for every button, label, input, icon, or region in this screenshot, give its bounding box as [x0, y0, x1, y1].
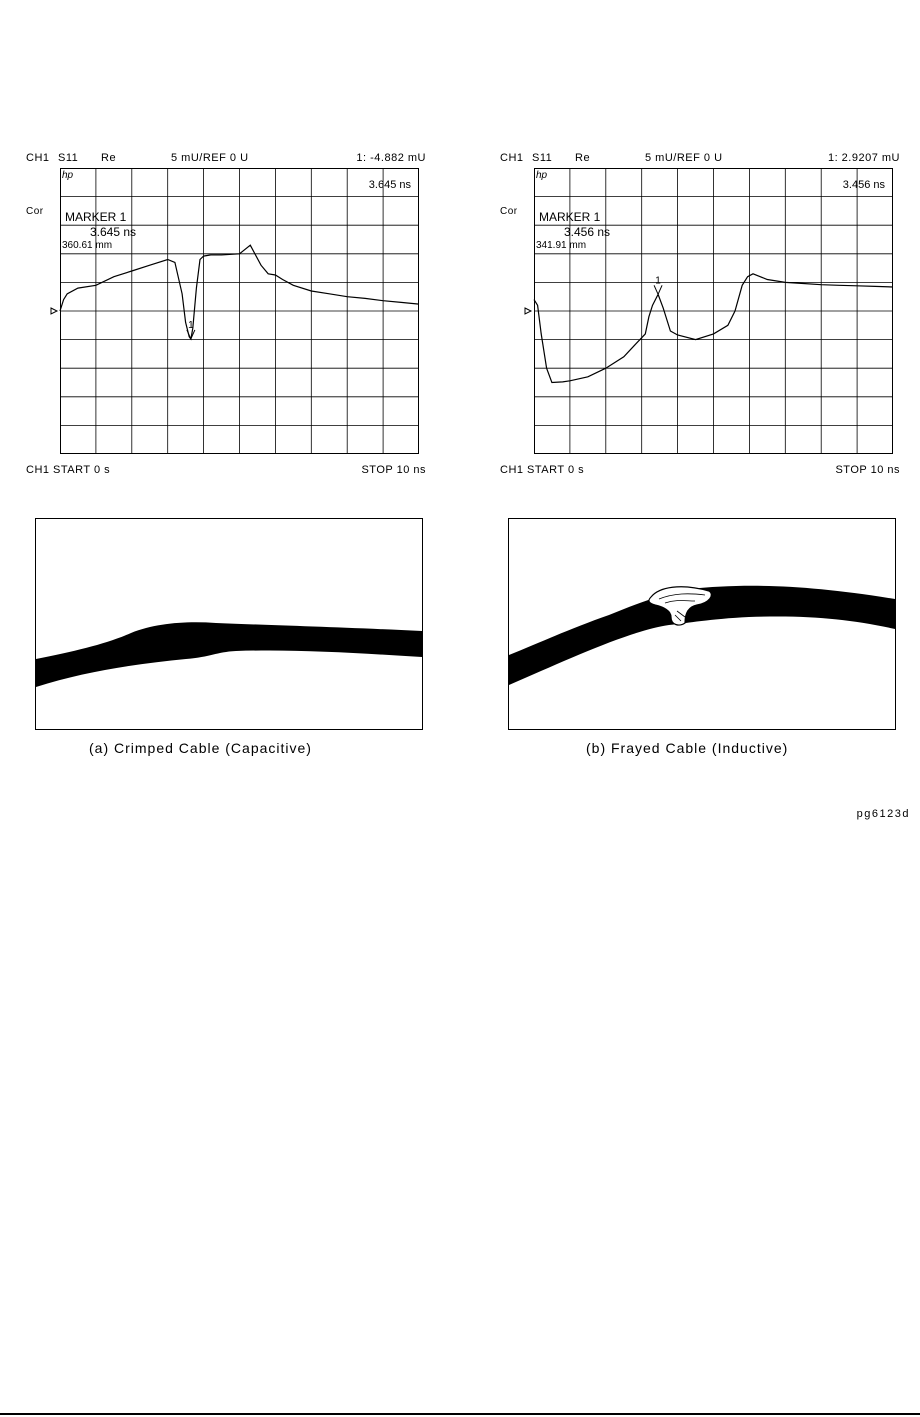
- marker-title: MARKER 1: [65, 210, 127, 224]
- trace-plot-b: [534, 168, 893, 454]
- format-label: Re: [101, 152, 117, 164]
- marker-number: 1: [655, 275, 661, 287]
- marker-symbol: [654, 285, 662, 294]
- start-label: CH1 START 0 s: [500, 464, 585, 476]
- caption-a: (a) Crimped Cable (Capacitive): [89, 740, 312, 756]
- marker-value: 3.645 ns: [90, 225, 137, 239]
- reference-arrow: [51, 308, 57, 314]
- marker-title: MARKER 1: [539, 210, 601, 224]
- marker-distance: 360.61 mm: [62, 240, 113, 251]
- caption-b: (b) Frayed Cable (Inductive): [586, 740, 789, 756]
- marker-readout: 1: -4.882 mU: [356, 152, 426, 164]
- start-label: CH1 START 0 s: [26, 464, 111, 476]
- marker-distance: 341.91 mm: [536, 240, 587, 251]
- marker-readout: 1: 2.9207 mU: [827, 152, 900, 164]
- frayed-cable-drawing: [509, 519, 895, 729]
- figure-id: pg6123d: [856, 808, 910, 820]
- marker-time-label: 3.456 ns: [842, 179, 885, 191]
- trace-plot-a: [60, 168, 419, 454]
- bottom-rule: [0, 1413, 920, 1415]
- trace-panel-a: [26, 140, 426, 480]
- marker-value: 3.456 ns: [564, 225, 611, 239]
- parameter-label: S11: [58, 152, 79, 164]
- correction-label: Cor: [500, 206, 518, 217]
- stop-label: STOP 10 ns: [835, 464, 900, 476]
- channel-label: CH1: [26, 152, 50, 164]
- frayed-cable-illustration: [508, 518, 896, 730]
- crimped-cable-illustration: [35, 518, 423, 730]
- trace-panel-b: [500, 140, 900, 480]
- hp-logo: hp: [62, 170, 74, 181]
- stop-label: STOP 10 ns: [361, 464, 426, 476]
- reference-arrow: [525, 308, 531, 314]
- marker-number: 1: [188, 319, 194, 331]
- format-label: Re: [575, 152, 591, 164]
- scale-label: 5 mU/REF 0 U: [645, 152, 723, 164]
- hp-logo: hp: [536, 170, 548, 181]
- correction-label: Cor: [26, 206, 44, 217]
- channel-label: CH1: [500, 152, 524, 164]
- marker-time-label: 3.645 ns: [368, 179, 411, 191]
- scale-label: 5 mU/REF 0 U: [171, 152, 249, 164]
- parameter-label: S11: [532, 152, 553, 164]
- crimped-cable-drawing: [36, 519, 422, 729]
